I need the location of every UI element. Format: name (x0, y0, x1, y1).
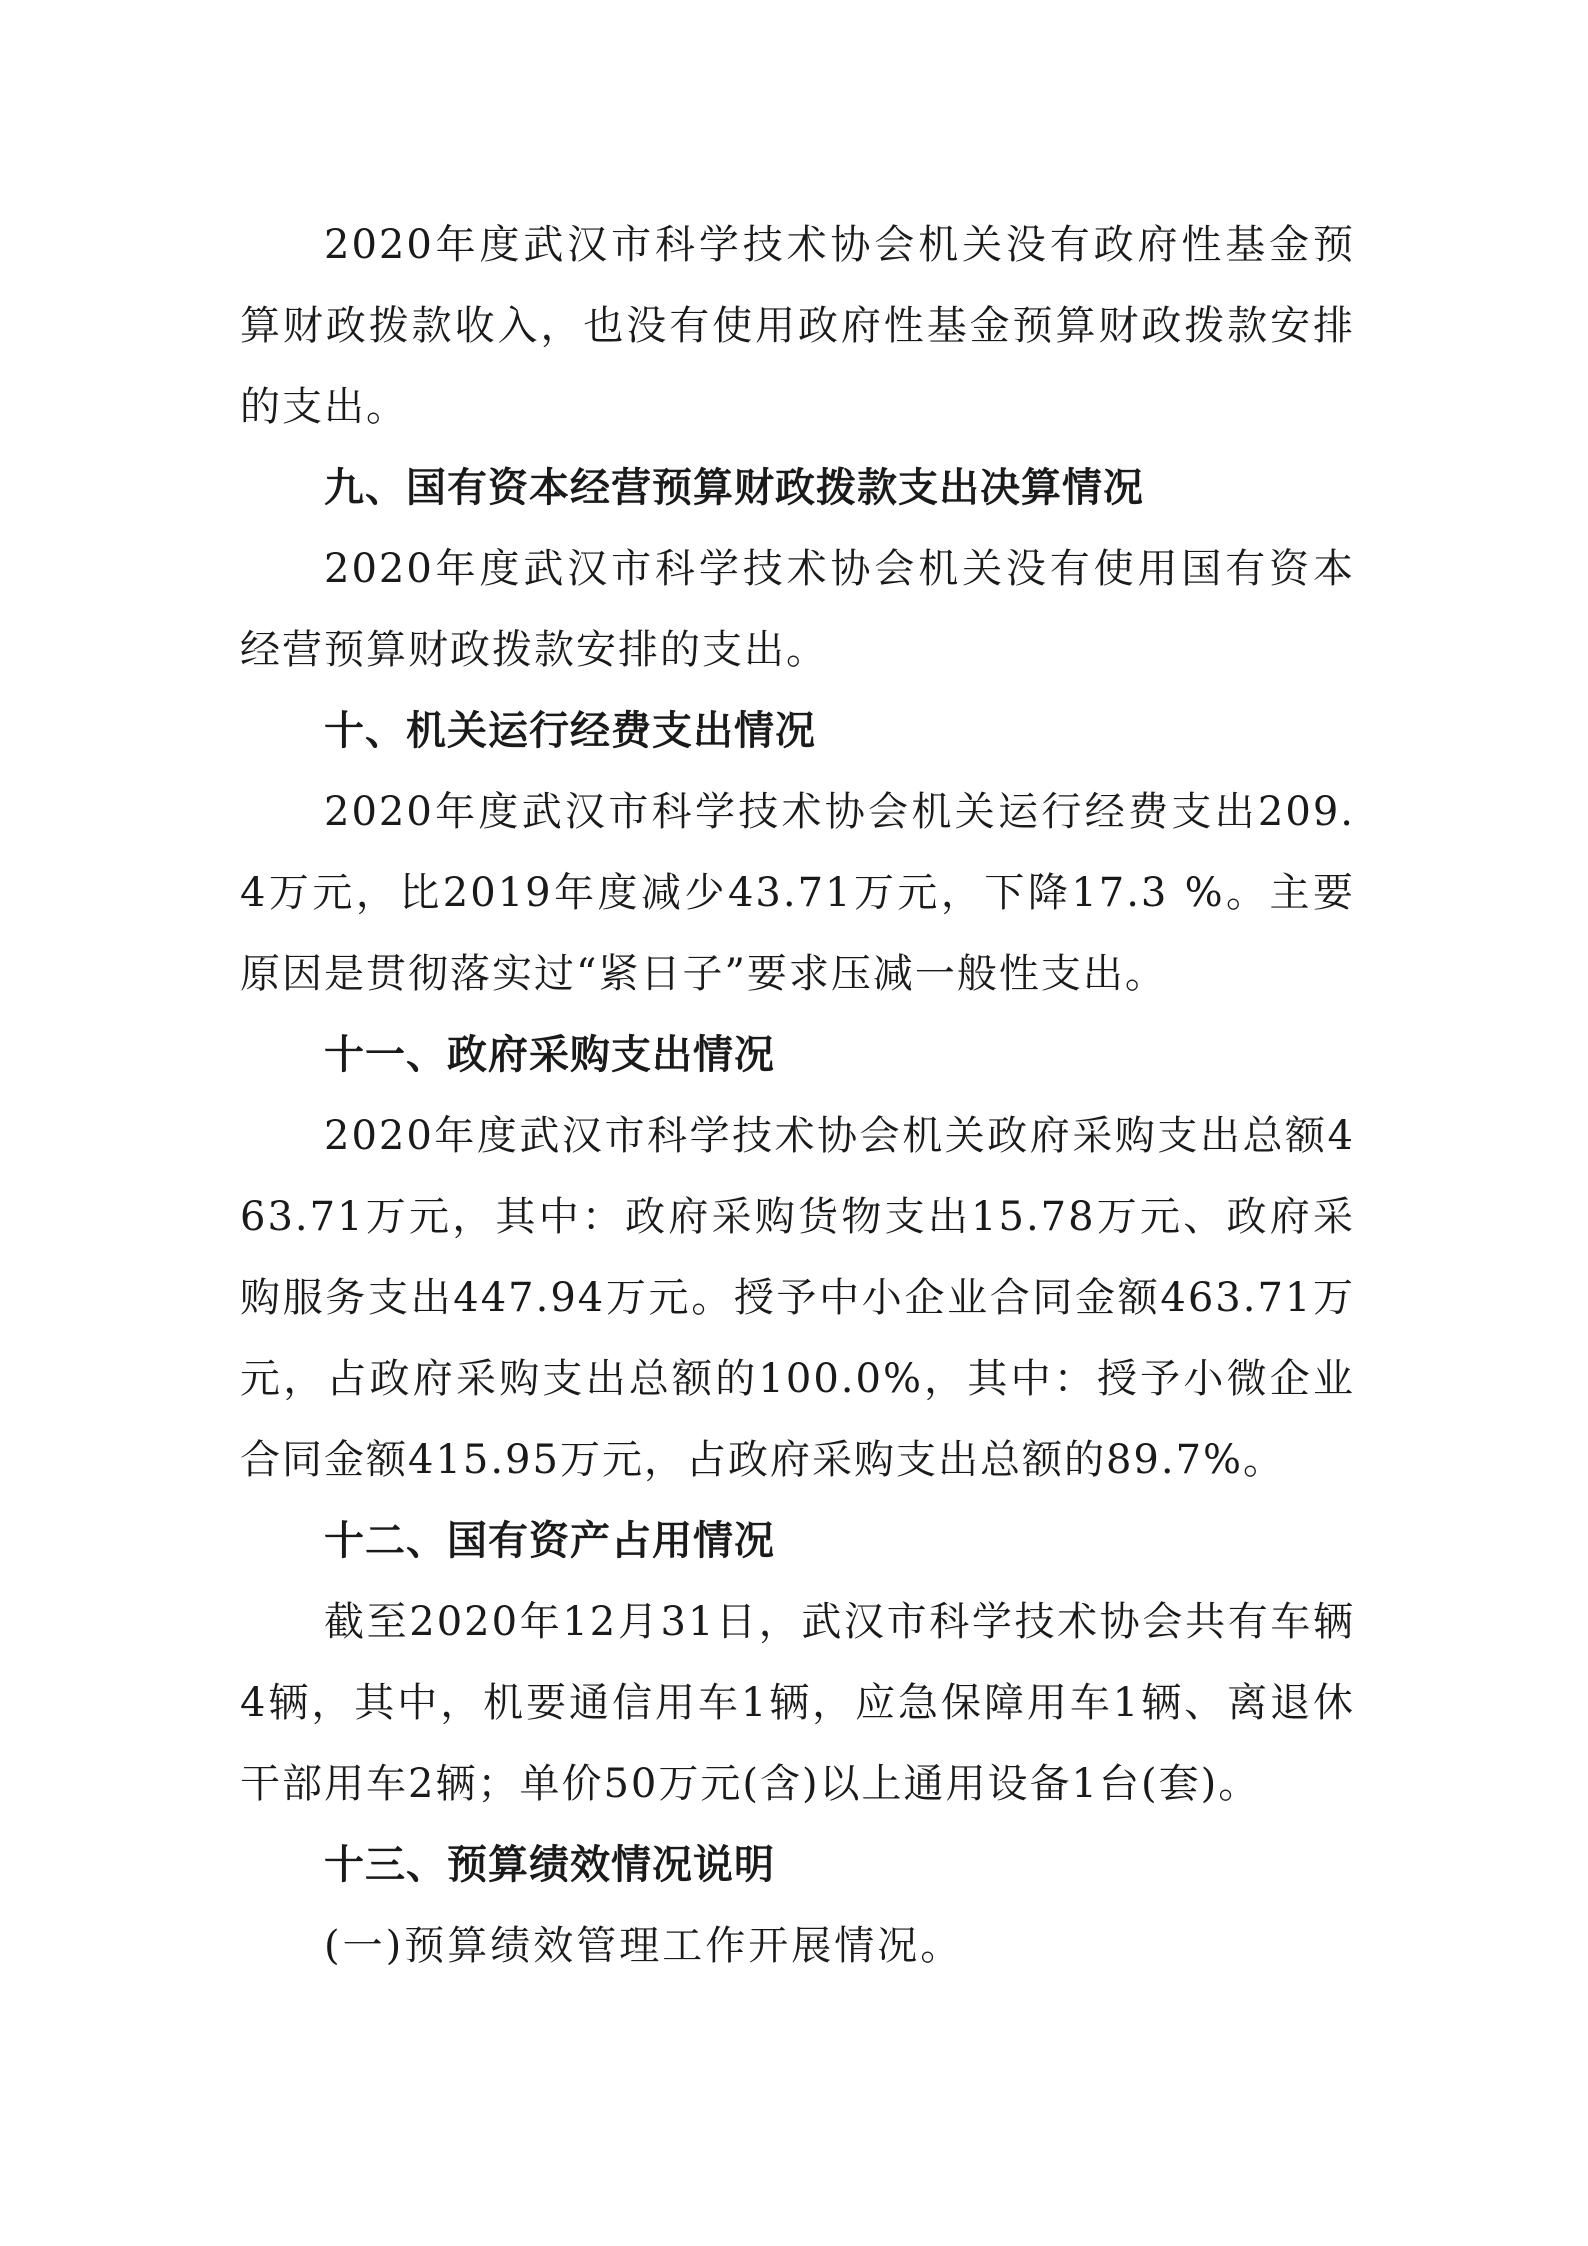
section-heading-13: 十三、预算绩效情况说明 (324, 1842, 775, 1888)
section-heading-11: 十一、政府采购支出情况 (324, 1032, 775, 1078)
subsection-heading-1: (一)预算绩效管理工作开展情况。 (324, 1923, 964, 1969)
paragraph-fund-budget: 2020年度武汉市科学技术协会机关没有政府性基金预算财政拨款收入，也没有使用政府性基金预算财政拨款安排的支出。 (240, 222, 1355, 430)
paragraph-state-assets: 截至2020年12月31日，武汉市科学技术协会共有车辆4辆，其中，机要通信用车1辆，应急保障用车1辆、离退休干部用车2辆；单价50万元(含)以上通用设备1台(套)。 (240, 1599, 1355, 1807)
paragraph-operating-expenses: 2020年度武汉市科学技术协会机关运行经费支出209.4万元，比2019年度减少43.71万元，下降17.3 %。主要原因是贯彻落实过“紧日子”要求压减一般性支出。 (240, 789, 1355, 997)
paragraph-procurement: 2020年度武汉市科学技术协会机关政府采购支出总额463.71万元，其中：政府采购货物支出15.78万元、政府采购服务支出447.94万元。授予中小企业合同金额463.71万元，占政府采购支出总额的100.0%，其中：授予小微企业合同金额415.95万元，占政府采购支出总额的89.7%。 (240, 1113, 1355, 1483)
paragraph-state-capital: 2020年度武汉市科学技术协会机关没有使用国有资本经营预算财政拨款安排的支出。 (240, 546, 1355, 673)
section-heading-12: 十二、国有资产占用情况 (324, 1518, 775, 1564)
document-body (240, 205, 1355, 1987)
section-heading-10: 十、机关运行经费支出情况 (324, 708, 816, 754)
section-heading-9: 九、国有资本经营预算财政拨款支出决算情况 (324, 465, 1144, 511)
